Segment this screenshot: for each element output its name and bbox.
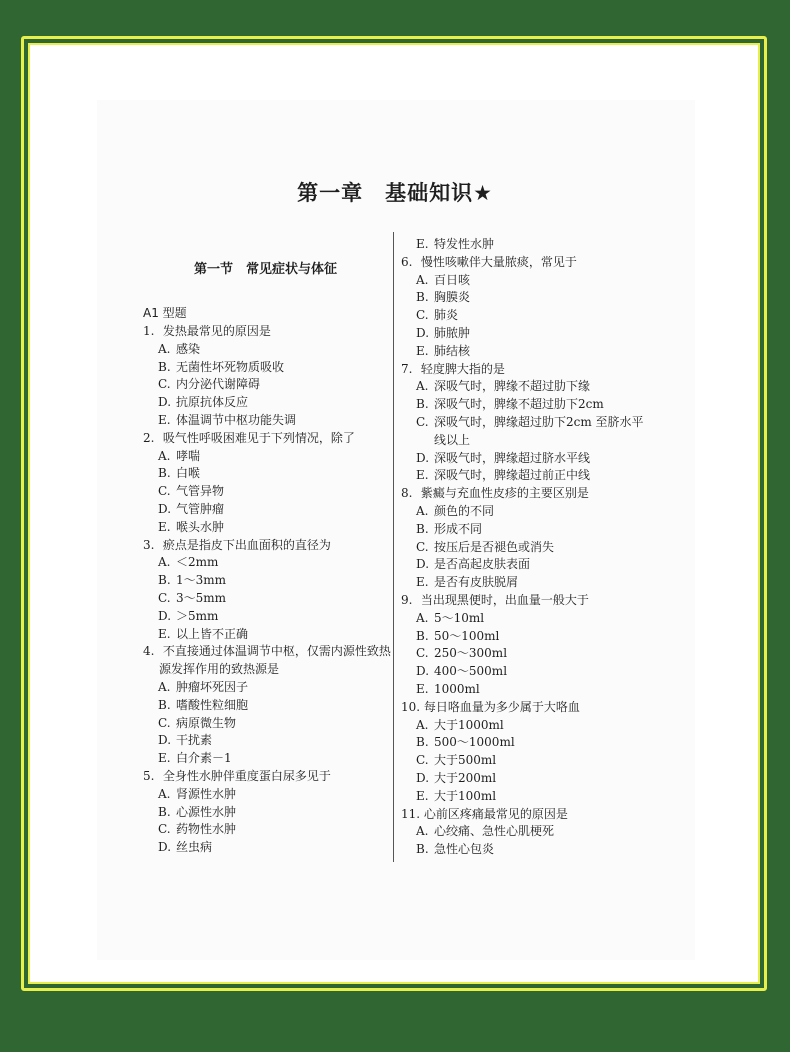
option-letter: E. [158,626,171,641]
question-number: 3. [143,537,155,552]
option-text: 大于500ml [434,753,497,768]
chapter-title: 第一章 基础知识★ [297,181,493,205]
answer-option [143,608,388,626]
answer-option [401,717,656,735]
option-letter: C. [158,377,171,392]
answer-option [143,732,388,750]
answer-option [401,770,656,788]
option-text: 深吸气时，脾缘超过前正中线 [434,468,591,483]
question-text: 当出现黑便时，出血量一般大于 [420,592,589,607]
question-text-continued: 源发挥作用的致热源是 [159,662,280,677]
question-number: 8. [401,486,413,501]
option-letter: B. [158,466,171,481]
answer-option [401,788,656,806]
option-text: 深吸气时，脾缘超过脐水平线 [434,450,591,465]
option-letter: E. [158,412,171,427]
answer-option [401,343,656,361]
option-letter: D. [416,770,430,785]
question-text: 发热最常见的原因是 [162,324,271,338]
option-letter: A. [416,379,429,394]
question-text: 慢性咳嗽伴大量脓痰，常见于 [420,254,577,269]
question-text: 紫癜与充血性皮疹的主要区别是 [420,486,589,501]
option-text: 急性心包炎 [434,842,495,857]
option-letter: A. [158,448,171,463]
answer-option [143,483,388,501]
question-stem [401,361,656,379]
option-text: 250～300ml [434,646,508,661]
question-number: 10. [401,699,421,714]
option-letter: A. [416,824,429,839]
option-text: 深吸气时，脾缘超过肋下2cm 至脐水平 [434,414,644,429]
answer-option [401,503,656,521]
question-text: 吸气性呼吸困难见于下列情况，除了 [162,430,355,445]
option-text: 感染 [176,341,201,356]
option-letter: C. [158,715,171,730]
option-text: 肺结核 [434,343,471,358]
option-letter: B. [416,628,429,643]
option-letter: C. [416,539,429,554]
section-title: 第一节 常见症状与体征 [193,262,337,277]
option-letter: B. [416,290,429,305]
option-text: 大于200ml [434,770,497,785]
answer-option [401,556,656,574]
answer-option [143,626,388,644]
option-text: 心绞痛、急性心肌梗死 [434,824,555,839]
answer-option [143,697,388,715]
option-letter: B. [416,521,429,536]
answer-option [143,341,388,359]
option-letter: A. [158,555,171,570]
question-number: 7. [401,361,413,376]
answer-option [401,663,656,681]
option-text: 嗜酸性粒细胞 [176,697,249,712]
option-text: 哮喘 [176,448,201,463]
question-number: 11. [401,806,421,821]
option-text: 400～500ml [434,664,508,679]
option-text: 形成不同 [434,521,483,536]
answer-option [401,681,656,699]
option-letter: D. [416,325,430,340]
option-letter: C. [158,484,171,499]
option-letter: D. [158,395,172,410]
option-text: 干扰素 [176,733,213,748]
option-text: 肺炎 [434,308,459,323]
option-text: 喉头水肿 [176,519,225,534]
option-letter: C. [416,753,429,768]
option-text: 肾源性水肿 [176,786,237,801]
answer-option [401,823,656,841]
question-text: 瘀点是指皮下出血面积的直径为 [162,537,331,552]
option-letter: E. [158,519,171,534]
answer-option [401,307,656,325]
option-letter: C. [158,822,171,837]
option-text: 丝虫病 [176,840,213,855]
option-letter: E. [158,751,171,766]
question-stem [143,430,388,448]
answer-option [401,450,656,468]
right-column [401,236,656,859]
option-text: 大于100ml [434,788,497,803]
option-letter: A. [416,272,429,287]
answer-option [143,519,388,537]
answer-option [401,236,656,254]
option-letter: E. [416,468,429,483]
option-text: 白介素－1 [176,751,232,766]
answer-option [143,394,388,412]
answer-option [401,628,656,646]
option-text: 体温调节中枢功能失调 [176,412,297,427]
answer-option [401,396,656,414]
answer-option [401,467,656,485]
question-number: 1. [143,324,155,338]
question-number: 6. [401,254,413,269]
question-stem [401,806,656,824]
option-text: ＜2mm [176,555,219,570]
question-stem [143,768,388,786]
answer-option [143,359,388,377]
option-text: 内分泌代谢障碍 [176,377,261,392]
option-text: 3～5mm [176,590,227,605]
question-stem [401,485,656,503]
answer-option [401,734,656,752]
option-letter: C. [158,590,171,605]
question-number: 2. [143,430,155,445]
option-letter: C. [416,646,429,661]
answer-option [401,539,656,557]
column-divider [393,232,394,862]
option-letter: C. [416,414,429,429]
answer-option [143,750,388,768]
answer-option [401,272,656,290]
option-text: 按压后是否褪色或消失 [434,539,555,554]
answer-option [401,574,656,592]
answer-option [401,378,656,396]
option-letter: E. [416,237,429,251]
option-letter: B. [416,842,429,857]
option-letter: A. [158,341,171,356]
question-stem [143,643,391,661]
answer-option [143,501,388,519]
option-letter: D. [158,501,172,516]
option-letter: A. [416,503,429,518]
option-letter: D. [416,450,430,465]
option-text: 颜色的不同 [434,503,495,518]
option-text: 深吸气时，脾缘不超过肋下缘 [434,379,591,394]
option-text: 5～10ml [434,610,485,625]
answer-option [401,752,656,770]
option-letter: C. [416,308,429,323]
left-column [143,259,391,857]
answer-option [143,448,388,466]
option-text: 抗原抗体反应 [176,395,249,410]
question-stem [143,537,388,555]
option-text: 深吸气时，脾缘不超过肋下2cm [434,397,604,412]
question-number: 5. [143,768,155,783]
question-stem [401,592,656,610]
answer-option [401,414,656,432]
option-letter: B. [158,573,171,588]
option-letter: D. [158,733,172,748]
answer-option [143,786,388,804]
option-text: 以上皆不正确 [176,626,249,641]
right-question-list [401,236,656,859]
option-text: 特发性水肿 [434,237,495,251]
option-text: 百日咳 [434,272,471,287]
option-letter: D. [158,608,172,623]
answer-option [143,839,388,857]
option-letter: E. [416,788,429,803]
option-letter: B. [416,397,429,412]
option-letter: E. [416,575,429,590]
answer-option [401,521,656,539]
option-text: 50～100ml [434,628,500,643]
option-text: 1000ml [434,681,480,696]
question-number: 9. [401,592,413,607]
option-text: 气管异物 [176,484,225,499]
question-stem [401,254,656,272]
answer-option [143,821,388,839]
answer-option [143,715,388,733]
option-letter: B. [158,804,171,819]
option-text: 500～1000ml [434,735,515,750]
answer-option [143,412,388,430]
option-text: 是否高起皮肤表面 [434,557,531,572]
answer-option [143,376,388,394]
answer-option [143,679,388,697]
answer-option [401,325,656,343]
option-text: 白喉 [176,466,201,481]
question-stem [143,323,388,341]
answer-option [143,554,388,572]
answer-option [143,804,388,822]
option-text: 1～3mm [176,573,227,588]
option-letter: A. [416,717,429,732]
answer-option [401,610,656,628]
question-text: 轻度脾大指的是 [420,361,505,376]
answer-option [401,841,656,859]
option-text: 胸膜炎 [434,290,471,305]
question-text: 全身性水肿伴重度蛋白尿多见于 [162,768,331,783]
option-text-continued: 线以上 [434,432,471,447]
question-text: 心前区疼痛最常见的原因是 [423,806,568,821]
option-letter: A. [158,679,171,694]
answer-option [143,572,388,590]
option-text: 大于1000ml [434,717,504,732]
question-type-label: A1 型题 [143,306,187,320]
option-letter: E. [416,681,429,696]
option-letter: E. [416,343,429,358]
answer-option [401,645,656,663]
option-letter: D. [416,557,430,572]
option-text: 心源性水肿 [176,804,237,819]
option-letter: D. [158,840,172,855]
option-text: 肿瘤坏死因子 [176,679,249,694]
question-text: 不直接通过体温调节中枢，仅需内源性致热 [162,644,391,659]
option-text: 是否有皮肤脱屑 [434,575,519,590]
question-number: 4. [143,644,155,659]
option-letter: A. [158,786,171,801]
option-text: 肺脓肿 [434,325,471,340]
option-text: 药物性水肿 [176,822,237,837]
option-text: ＞5mm [176,608,219,623]
option-letter: B. [158,697,171,712]
option-text: 无菌性坏死物质吸收 [176,359,285,374]
option-text: 病原微生物 [176,715,237,730]
option-letter: B. [416,735,429,750]
option-letter: B. [158,359,171,374]
answer-option [143,465,388,483]
option-text: 气管肿瘤 [176,501,225,516]
option-letter: A. [416,610,429,625]
question-text: 每日咯血量为多少属于大咯血 [423,699,580,714]
left-question-list [143,323,391,857]
option-letter: D. [416,664,430,679]
answer-option [401,289,656,307]
answer-option [143,590,388,608]
question-stem [401,699,656,717]
